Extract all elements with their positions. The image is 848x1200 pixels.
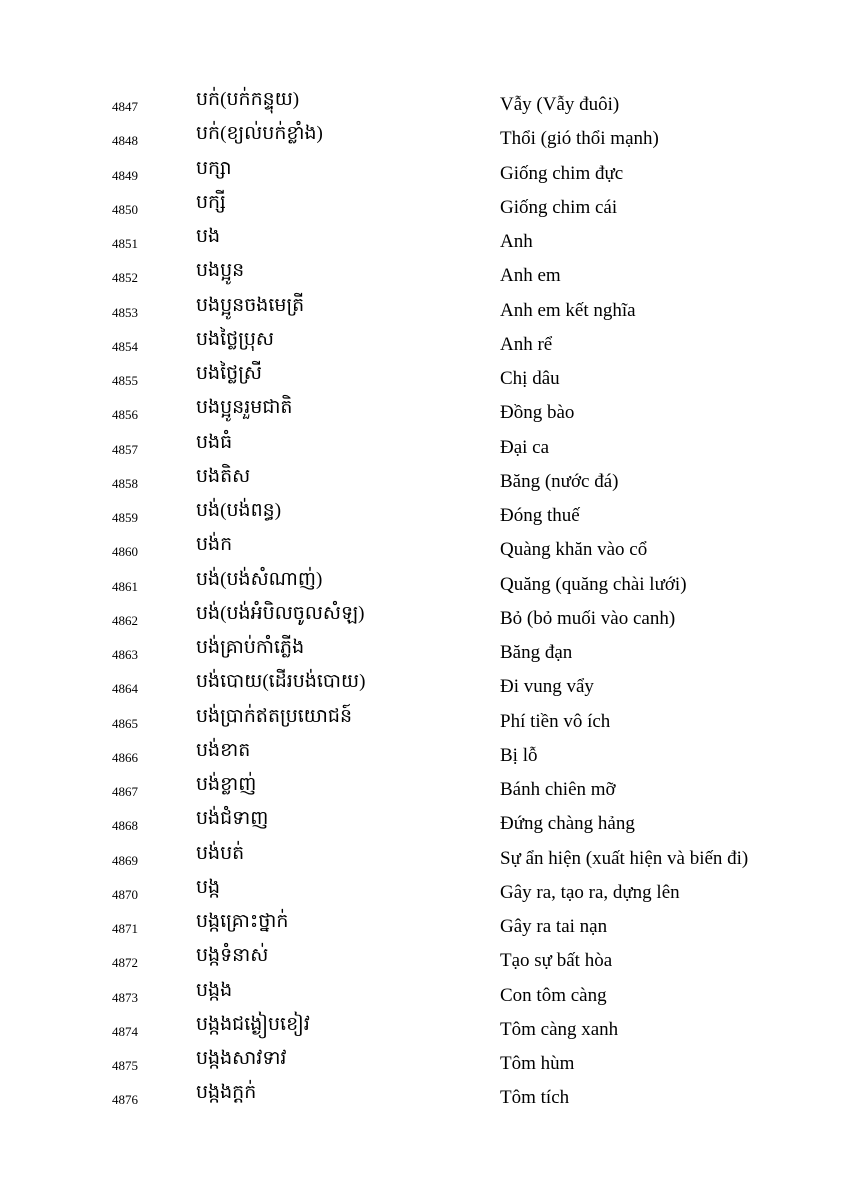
entry-number: 4868 — [112, 818, 138, 834]
entry-number: 4854 — [112, 338, 138, 354]
entry-khmer-term: បក្សា — [196, 157, 232, 179]
entry-number: 4865 — [112, 715, 138, 731]
entry-row — [0, 1011, 848, 1045]
entry-vietnamese-meaning: Gây ra tai nạn — [500, 916, 608, 937]
entry-vietnamese-meaning: Anh rể — [500, 333, 553, 355]
entry-khmer-term: បងថ្លៃប្រុស — [196, 328, 275, 350]
entry-khmer-term: បង — [196, 226, 221, 247]
entry-vietnamese-meaning: Quàng khăn vào cổ — [500, 539, 648, 561]
entry-number: 4853 — [112, 304, 138, 320]
entry-row — [0, 531, 848, 565]
entry-vietnamese-meaning: Tôm càng xanh — [500, 1018, 619, 1040]
entry-row — [0, 1079, 848, 1113]
entry-vietnamese-meaning: Quăng (quăng chài lưới) — [500, 573, 687, 595]
entry-khmer-term: បង់ខ្លាញ់ — [196, 774, 257, 795]
entry-khmer-term: បង់គ្រាប់កាំភ្លើង — [196, 637, 305, 658]
entry-row — [0, 840, 848, 874]
entry-khmer-term: បង្កគ្រោះថ្នាក់ — [196, 911, 289, 932]
entry-row — [0, 86, 848, 120]
entry-row — [0, 874, 848, 908]
entry-vietnamese-meaning: Đi vung vẩy — [500, 676, 594, 698]
entry-number: 4873 — [112, 989, 138, 1005]
entry-khmer-term: បង់ប្រាក់ឥតប្រយោជន៍ — [196, 705, 353, 727]
entry-vietnamese-meaning: Giống chim đực — [500, 162, 624, 184]
entry-vietnamese-meaning: Anh em kết nghĩa — [500, 299, 636, 321]
entry-khmer-term: បង្ក — [196, 876, 221, 898]
entry-khmer-term: បង់បត់ — [196, 842, 245, 864]
entry-number: 4855 — [112, 373, 138, 388]
entry-khmer-term: បង់ខាត — [196, 739, 251, 761]
entry-number: 4874 — [112, 1023, 138, 1039]
entry-row — [0, 600, 848, 634]
entry-number: 4872 — [112, 955, 138, 971]
entry-vietnamese-meaning: Tôm tích — [500, 1087, 570, 1109]
entry-khmer-term: បង់ជំទាញ — [196, 808, 269, 830]
entry-khmer-term: បងប្អូន — [196, 260, 245, 282]
entry-row — [0, 394, 848, 428]
entry-row — [0, 805, 848, 839]
entry-row — [0, 120, 848, 154]
entry-number: 4866 — [112, 749, 138, 765]
entry-row — [0, 292, 848, 326]
entry-list — [0, 86, 848, 1114]
entry-khmer-term: បងប្អូនចងមេត្រី — [196, 294, 305, 316]
entry-number: 4847 — [112, 99, 138, 114]
entry-row — [0, 566, 848, 600]
entry-khmer-term: បង្កទំនាស់ — [196, 945, 269, 967]
entry-number: 4859 — [112, 510, 138, 525]
entry-vietnamese-meaning: Đại ca — [500, 436, 550, 458]
entry-row — [0, 771, 848, 805]
entry-number: 4858 — [112, 475, 138, 491]
entry-khmer-term: បងធំ — [196, 431, 233, 453]
entry-vietnamese-meaning: Băng đạn — [500, 642, 573, 663]
entry-number: 4856 — [112, 407, 138, 423]
entry-number: 4875 — [112, 1058, 138, 1073]
entry-vietnamese-meaning: Băng (nước đá) — [500, 470, 619, 492]
entry-vietnamese-meaning: Con tôm càng — [500, 984, 607, 1006]
entry-vietnamese-meaning: Tôm hùm — [500, 1053, 575, 1074]
entry-khmer-term: បង្កង — [196, 979, 233, 1001]
entry-number: 4850 — [112, 201, 138, 217]
entry-row — [0, 360, 848, 394]
entry-vietnamese-meaning: Anh — [500, 231, 533, 252]
entry-row — [0, 189, 848, 223]
entry-khmer-term: បងប្អូនរួមជាតិ — [196, 397, 293, 419]
entry-khmer-term: បង្កងក្ដក់ — [196, 1082, 257, 1104]
entry-vietnamese-meaning: Đứng chàng hảng — [500, 813, 635, 835]
entry-row — [0, 1045, 848, 1079]
entry-khmer-term: បង្កងសាវទាវ — [196, 1048, 287, 1069]
entry-number: 4869 — [112, 852, 138, 868]
entry-vietnamese-meaning: Giống chim cái — [500, 196, 618, 218]
entry-vietnamese-meaning: Tạo sự bất hòa — [500, 950, 613, 972]
entry-row — [0, 155, 848, 189]
entry-row — [0, 223, 848, 257]
entry-vietnamese-meaning: Anh em — [500, 265, 561, 287]
entry-number: 4867 — [112, 784, 138, 799]
entry-vietnamese-meaning: Phí tiền vô ích — [500, 710, 611, 732]
entry-vietnamese-meaning: Chị dâu — [500, 368, 560, 389]
entry-khmer-term: បង្កងជង្ងៀបខៀវ — [196, 1013, 310, 1035]
entry-row — [0, 497, 848, 531]
entry-number: 4848 — [112, 133, 138, 149]
entry-khmer-term: បង់បោយ(ដើរបង់បោយ) — [196, 671, 366, 693]
entry-vietnamese-meaning: Bánh chiên mỡ — [500, 779, 616, 800]
entry-khmer-term: បងតិស — [196, 465, 251, 487]
entry-number: 4876 — [112, 1092, 138, 1108]
entry-number: 4857 — [112, 441, 138, 457]
entry-khmer-term: បក់(បក់កន្ទុយ) — [196, 89, 300, 110]
entry-vietnamese-meaning: Sự ẩn hiện (xuất hiện và biến đi) — [500, 847, 749, 869]
entry-number: 4870 — [112, 886, 138, 902]
entry-row — [0, 908, 848, 942]
entry-number: 4871 — [112, 921, 138, 936]
entry-khmer-term: បង់(បង់អំបិលចូលសំឡ) — [196, 602, 365, 624]
entry-row — [0, 703, 848, 737]
entry-row — [0, 326, 848, 360]
entry-vietnamese-meaning: Bỏ (bỏ muối vào canh) — [500, 607, 676, 629]
entry-vietnamese-meaning: Đóng thuế — [500, 505, 580, 526]
entry-number: 4863 — [112, 647, 138, 662]
entry-khmer-term: បងថ្លៃស្រី — [196, 363, 262, 384]
entry-row — [0, 463, 848, 497]
entry-number: 4849 — [112, 167, 138, 183]
entry-row — [0, 257, 848, 291]
entry-row — [0, 634, 848, 668]
entry-number: 4851 — [112, 236, 138, 251]
entry-khmer-term: បក្សី — [196, 191, 226, 213]
entry-vietnamese-meaning: Đồng bào — [500, 402, 575, 424]
entry-vietnamese-meaning: Gây ra, tạo ra, dựng lên — [500, 881, 680, 903]
entry-number: 4862 — [112, 612, 138, 628]
entry-khmer-term: បក់(ខ្យល់បក់ខ្លាំង) — [196, 123, 323, 145]
entry-number: 4861 — [112, 578, 138, 594]
entry-row — [0, 977, 848, 1011]
entry-khmer-term: បង់(បង់ពន្ធ) — [196, 500, 282, 521]
entry-khmer-term: បង់ក — [196, 534, 233, 556]
entry-khmer-term: បង់(បង់សំណាញ់) — [196, 568, 323, 590]
entry-row — [0, 942, 848, 976]
entry-number: 4852 — [112, 270, 138, 286]
entry-row — [0, 668, 848, 702]
entry-row — [0, 429, 848, 463]
entry-vietnamese-meaning: Thổi (gió thổi mạnh) — [500, 128, 659, 150]
entry-vietnamese-meaning: Vẫy (Vẫy đuôi) — [500, 94, 620, 115]
entry-number: 4860 — [112, 544, 138, 560]
entry-vietnamese-meaning: Bị lỗ — [500, 744, 538, 766]
entry-row — [0, 737, 848, 771]
entry-number: 4864 — [112, 681, 138, 697]
